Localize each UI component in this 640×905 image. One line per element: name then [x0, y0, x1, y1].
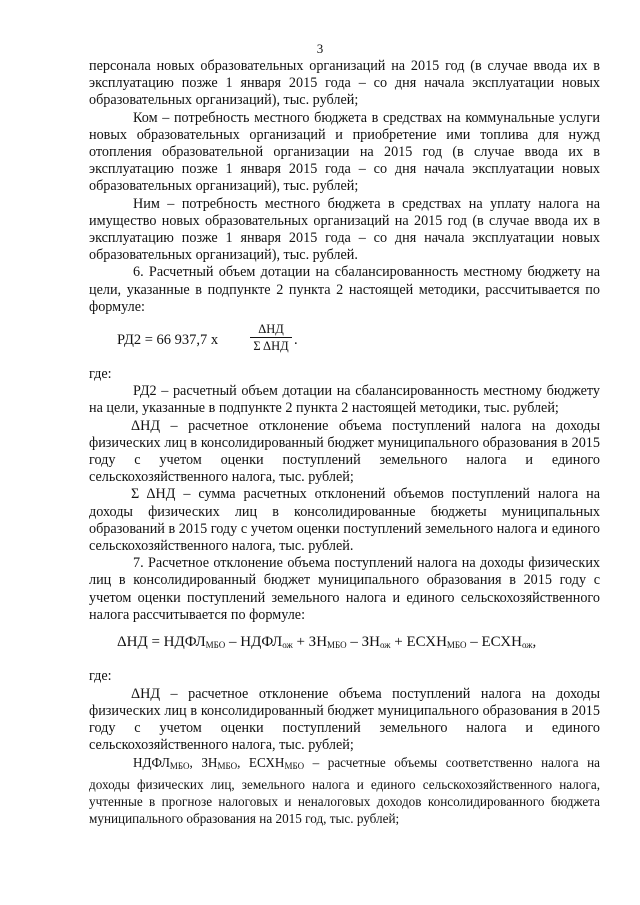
where-label: где: [89, 668, 112, 685]
where-label: где: [89, 366, 112, 383]
formula-subscript: ож [521, 640, 533, 651]
formula-term: + ЕСХН [390, 634, 447, 651]
paragraph-sum-delta-nd: Σ ΔНД – сумма расчетных отклонений объемов поступлений налога на доходы физических лиц в консолидированные бюджеты муниципальных образований в 2015 году с учетом оценки поступлений земельного налога и единого сельскохозяйственного налога, тыс. рублей. [89, 486, 600, 555]
paragraph-kom: Ком – потребность местного бюджета в средствах на коммунальные услуги новых образовательных организаций и приобретение ими топлива для нужд отопления образовательной организации на 2015 год (в случае ввода их в эксплуатацию позже 1 января 2015 года – со дня начала эксплуатации новых образовательных организаций), тыс. рублей; [89, 109, 600, 195]
page-number: 3 [316, 41, 324, 56]
formula-subscript: ож [282, 640, 293, 651]
formula-subscript: ож [380, 640, 391, 651]
paragraph-delta-nd: ΔНД – расчетное отклонение объема поступлений налога на доходы физических лиц в консолидированный бюджет муниципального образования в 2015 году с учетом оценки поступлений земельного налога и единого сельскохозяйственного налога, тыс. рублей; [89, 417, 600, 486]
fraction-denominator: Σ ΔНД [253, 339, 289, 354]
paragraph-delta-nd-2: ΔНД – расчетное отклонение объема поступлений налога на доходы физических лиц в консолидированный бюджет муниципального образования в 2015 году с учетом оценки поступлений земельного налога и единого сельскохозяйственного налога, тыс. рублей; [89, 685, 600, 754]
formula-term: + ЗН [292, 634, 328, 651]
formula-delta-nd [89, 634, 600, 654]
term-description: – расчетные объемы соответственно налога на доходы физических лиц, земельного налога и единого сельскохозяйственного налога, учтенные в прогнозе налоговых и неналоговых доходов консолидированного бюджета муниципального образования на 2015 год, тыс. рублей; [89, 755, 601, 826]
formula-subscript: МБО [205, 640, 226, 651]
formula-subscript: МБО [327, 640, 347, 651]
paragraph-rd2: РД2 – расчетный объем дотации на сбалансированность местному бюджету на цели, указанные в подпункте 2 пункта 2 настоящей методики, тыс. рублей; [89, 383, 600, 417]
formula-term: – ЕСХН [466, 634, 522, 651]
term: , ЗН [189, 755, 218, 771]
term-subscript: МБО [284, 761, 305, 772]
term-subscript: МБО [217, 761, 238, 772]
paragraph-nim: Ним – потребность местного бюджета в средствах на уплату налога на имущество новых образовательных организаций на 2015 год (в случае ввода их в эксплуатацию позже 1 января 2015 года – со дня начала эксплуатации новых образовательных организаций), тыс. рублей. [89, 195, 600, 264]
fraction-numerator: ΔНД [258, 322, 284, 337]
paragraph-forecast-terms [89, 754, 600, 827]
term-subscript: МБО [169, 761, 190, 772]
formula-term: ΔНД = НДФЛ [117, 634, 206, 651]
formula-subscript: МБО [446, 640, 467, 651]
formula-term: – НДФЛ [225, 634, 283, 651]
formula-rd2-end: . [294, 332, 298, 349]
formula-rd2 [89, 320, 600, 360]
formula-term: , [532, 634, 537, 651]
fraction-bar [250, 337, 292, 338]
term: НДФЛ [133, 755, 170, 771]
formula-rd2-fraction [250, 322, 292, 353]
formula-rd2-lhs: РД2 = 66 937,7 х [117, 332, 219, 349]
formula-term: – ЗН [346, 634, 380, 651]
document-body [89, 58, 600, 827]
term: , ЕСХН [237, 755, 285, 771]
paragraph-item-6: 6. Расчетный объем дотации на сбалансированность местному бюджету на цели, указанные в подпункте 2 пункта 2 настоящей методики, рассчитывается по формуле: [89, 264, 600, 315]
paragraph: персонала новых образовательных организаций на 2015 год (в случае ввода их в эксплуатацию позже 1 января 2015 года – со дня начала эксплуатации новых образовательных организаций), тыс. рублей; [89, 58, 600, 109]
paragraph-item-7: 7. Расчетное отклонение объема поступлений налога на доходы физических лиц в консолидированный бюджет муниципального образования в 2015 году с учетом оценки поступлений земельного налога и единого сельскохозяйственного налога рассчитывается по формуле: [89, 555, 600, 623]
